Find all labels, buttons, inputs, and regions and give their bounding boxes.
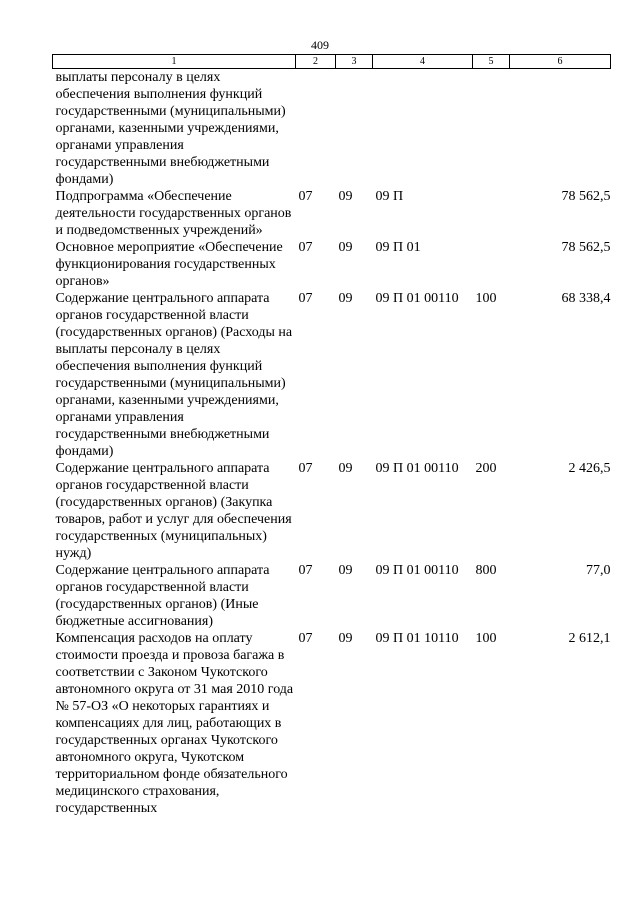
row-amount	[510, 69, 611, 189]
row-target-code: 09 П 01 00110	[375, 291, 459, 306]
row-target-code: 09 П 01 10110	[375, 631, 459, 646]
row-expense-type: 200	[475, 461, 497, 476]
row-subsection: 09	[338, 461, 353, 476]
table-row	[53, 630, 611, 817]
row-section: 07	[298, 189, 313, 204]
row-name: Основное мероприятие «Обеспечение функционирования государственных органов»	[55, 240, 283, 289]
table-header-row	[53, 55, 611, 69]
row-target-code: 09 П 01	[375, 240, 421, 255]
row-amount: 78 562,5	[561, 189, 611, 204]
table-row	[53, 188, 611, 239]
row-subsection	[336, 69, 373, 189]
row-name: Содержание центрального аппарата органов государственной власти (государственных органов) (Иные бюджетные ассигнования)	[55, 563, 270, 629]
row-target-code	[373, 69, 473, 189]
row-name: Содержание центрального аппарата органов государственной власти (государственных органов) (Закупка товаров, работ и услуг для обеспечения государственных (муниципальных) нужд)	[55, 461, 292, 561]
row-section: 07	[298, 240, 313, 255]
row-subsection: 09	[338, 291, 353, 306]
row-target-code: 09 П 01 00110	[375, 461, 459, 476]
row-amount: 77,0	[586, 563, 611, 578]
row-target-code: 09 П	[375, 189, 404, 204]
row-expense-type	[473, 69, 510, 189]
row-subsection: 09	[338, 631, 353, 646]
table-row	[53, 460, 611, 562]
row-section: 07	[298, 291, 313, 306]
table-row	[53, 69, 611, 189]
header-col-2: 2	[296, 55, 336, 69]
row-subsection: 09	[338, 189, 353, 204]
header-col-3: 3	[336, 55, 373, 69]
row-name: Подпрограмма «Обеспечение деятельности государственных органов и подведомственных учреждений»	[55, 189, 292, 238]
row-amount: 2 612,1	[568, 631, 611, 646]
table-row	[53, 562, 611, 630]
budget-table	[52, 54, 611, 817]
row-subsection: 09	[338, 240, 353, 255]
header-col-6: 6	[510, 55, 611, 69]
row-expense-type: 800	[475, 563, 497, 578]
page-number: 409	[311, 38, 329, 52]
header-col-4: 4	[373, 55, 473, 69]
row-expense-type	[473, 239, 510, 290]
row-subsection: 09	[338, 563, 353, 578]
header-col-5: 5	[473, 55, 510, 69]
table-row	[53, 290, 611, 460]
row-name: Содержание центрального аппарата органов государственной власти (государственных органов) (Расходы на выплаты персоналу в целях обеспечения выполнения функций государственными (муниципальными) органами, казенными учреждениями, органами управления государственными внебюджетными фондами)	[55, 291, 293, 459]
table-row	[53, 239, 611, 290]
row-expense-type	[473, 188, 510, 239]
header-col-1: 1	[53, 55, 296, 69]
row-section: 07	[298, 461, 313, 476]
row-target-code: 09 П 01 00110	[375, 563, 459, 578]
row-section: 07	[298, 631, 313, 646]
row-amount: 68 338,4	[561, 291, 611, 306]
row-amount: 78 562,5	[561, 240, 611, 255]
row-expense-type: 100	[475, 291, 497, 306]
row-name: выплаты персоналу в целях обеспечения выполнения функций государственными (муниципальными) органами, казенными учреждениями, органами управления государственными внебюджетными фондами)	[55, 70, 286, 187]
row-section: 07	[298, 563, 313, 578]
row-name: Компенсация расходов на оплату стоимости проезда и провоза багажа в соответствии с Законом Чукотского автономного округа от 31 мая 2010 года № 57-ОЗ «О некоторых гарантиях и компенсациях для лиц, работающих в государственных органах Чукотского автономного округа, Чукотском территориальном фонде обязательного медицинского страхования, государственных	[55, 631, 294, 816]
row-amount: 2 426,5	[568, 461, 611, 476]
row-expense-type: 100	[475, 631, 497, 646]
row-section	[296, 69, 336, 189]
